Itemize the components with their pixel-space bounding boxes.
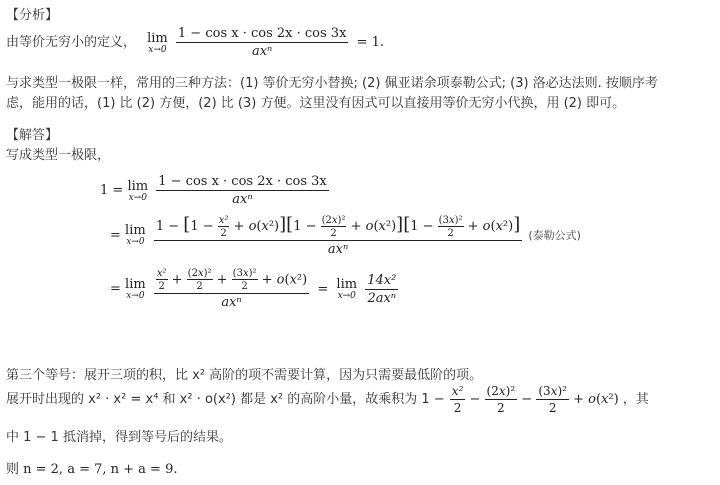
explanation-line2-text: 展开时出现的 x² · x² = x⁴ 和 x² · o(x²) 都是 x² 的高阶小量，故乘积为 1 −: [6, 392, 445, 407]
row2-numerator: 1 − [1 − $\frac{\text{x²}}{2}$ + o(x²)][1 − $\frac{\text{(2x)²}}{2}$ + o(x²)][1 − $\frac{\text{(3x)²}}{2}$ + o(x²)]: [155, 214, 521, 239]
lim-text: lim: [336, 277, 358, 292]
equals-one: = 1.: [356, 35, 384, 50]
row3-denominator: axⁿ: [221, 295, 242, 310]
lim-operator: [125, 223, 146, 247]
lim-operator: [127, 179, 148, 203]
explanation-line3: 中 1 − 1 抵消掉，得到等号后的结果。: [6, 430, 232, 445]
row1-fraction: [156, 174, 329, 207]
lim-subscript: x→0: [128, 192, 147, 203]
row3-final-fraction: [365, 273, 398, 306]
lim-subscript: x→0: [337, 291, 356, 301]
row3-final-denominator: 2axⁿ: [367, 290, 397, 306]
derivation-row-1: [100, 174, 329, 207]
3x2-over-2: $\frac{\text{(3x)²}}{2}$: [438, 214, 463, 239]
lim-operator: [336, 277, 357, 301]
analysis-line3: 虑，能用的话，(1) 比 (2) 方便，(2) 比 (3) 方便。这里没有因式可以直接用等价无穷小代换，用 (2) 即可。: [6, 96, 626, 111]
main-fraction: [176, 26, 349, 59]
main-denominator: axⁿ: [251, 44, 273, 59]
explanation-line2: [6, 384, 649, 415]
row3-equals: =: [110, 281, 121, 297]
explanation-line2-tail: ，其: [622, 392, 649, 407]
row2-denominator: axⁿ: [327, 241, 349, 257]
analysis-heading: 【分析】: [6, 8, 59, 23]
2x2-over-2: $\frac{\text{(2x)²}}{2}$: [321, 214, 346, 239]
row1-denominator: axⁿ: [232, 192, 253, 207]
row3-mid-equals: =: [317, 281, 329, 297]
explanation-line1: 第三个等号：展开三项的积，比 x² 高阶的项不需要计算，因为只需要最低阶的项。: [6, 368, 483, 383]
x2-over-2: $\frac{\text{x²}}{2}$: [218, 214, 229, 239]
lim-operator: [125, 277, 146, 301]
lim-text: lim: [127, 178, 149, 194]
analysis-line1: [6, 26, 384, 59]
lim-text: lim: [125, 277, 146, 292]
lim-subscript: x→0: [126, 291, 145, 301]
derivation-row-3: [110, 268, 398, 310]
row1-numerator: 1 − cos x · cos 2x · cos 3x: [158, 174, 327, 189]
analysis-line1-text: 由等价无穷小的定义，: [6, 35, 137, 50]
main-numerator: 1 − cos x · cos 2x · cos 3x: [177, 26, 347, 41]
lim-text: lim: [125, 223, 146, 239]
derivation-row-2: [110, 214, 581, 257]
main-formula: [147, 26, 384, 59]
lim-operator: [147, 31, 168, 55]
row2-fraction: [154, 214, 522, 257]
lim-subscript: x→0: [126, 237, 145, 248]
conclusion: 则 n = 2, a = 7, n + a = 9.: [6, 462, 178, 477]
lim-text: lim: [147, 30, 168, 46]
solution-intro: 写成类型一极限，: [6, 148, 111, 163]
analysis-line2: 与求类型一极限一样，常用的三种方法：(1) 等价无穷小替换; (2) 佩亚诺余项泰勒公式; (3) 洛必达法则. 按顺序考: [6, 76, 658, 91]
row2-equals: =: [110, 227, 121, 243]
row3-final-numerator: 14x²: [367, 272, 397, 288]
taylor-note: (泰勒公式): [528, 228, 581, 242]
row1-lhs: 1 =: [100, 183, 124, 198]
expansion-formula: $\frac{\text{x²}}{2}$ − $\frac{\text{(2x)²}}{2}$ − $\frac{\text{(3x)²}}{2}$ + o(x²): [451, 384, 623, 415]
lim-subscript: x→0: [148, 44, 167, 55]
row3-numerator: $\frac{\text{x²}}{2}$ + $\frac{\text{(2x)²}}{2}$ + $\frac{\text{(3x)²}}{2}$ + o(x²): [154, 268, 309, 294]
solution-heading: 【解答】: [6, 128, 59, 143]
row3-fraction: [154, 268, 309, 310]
